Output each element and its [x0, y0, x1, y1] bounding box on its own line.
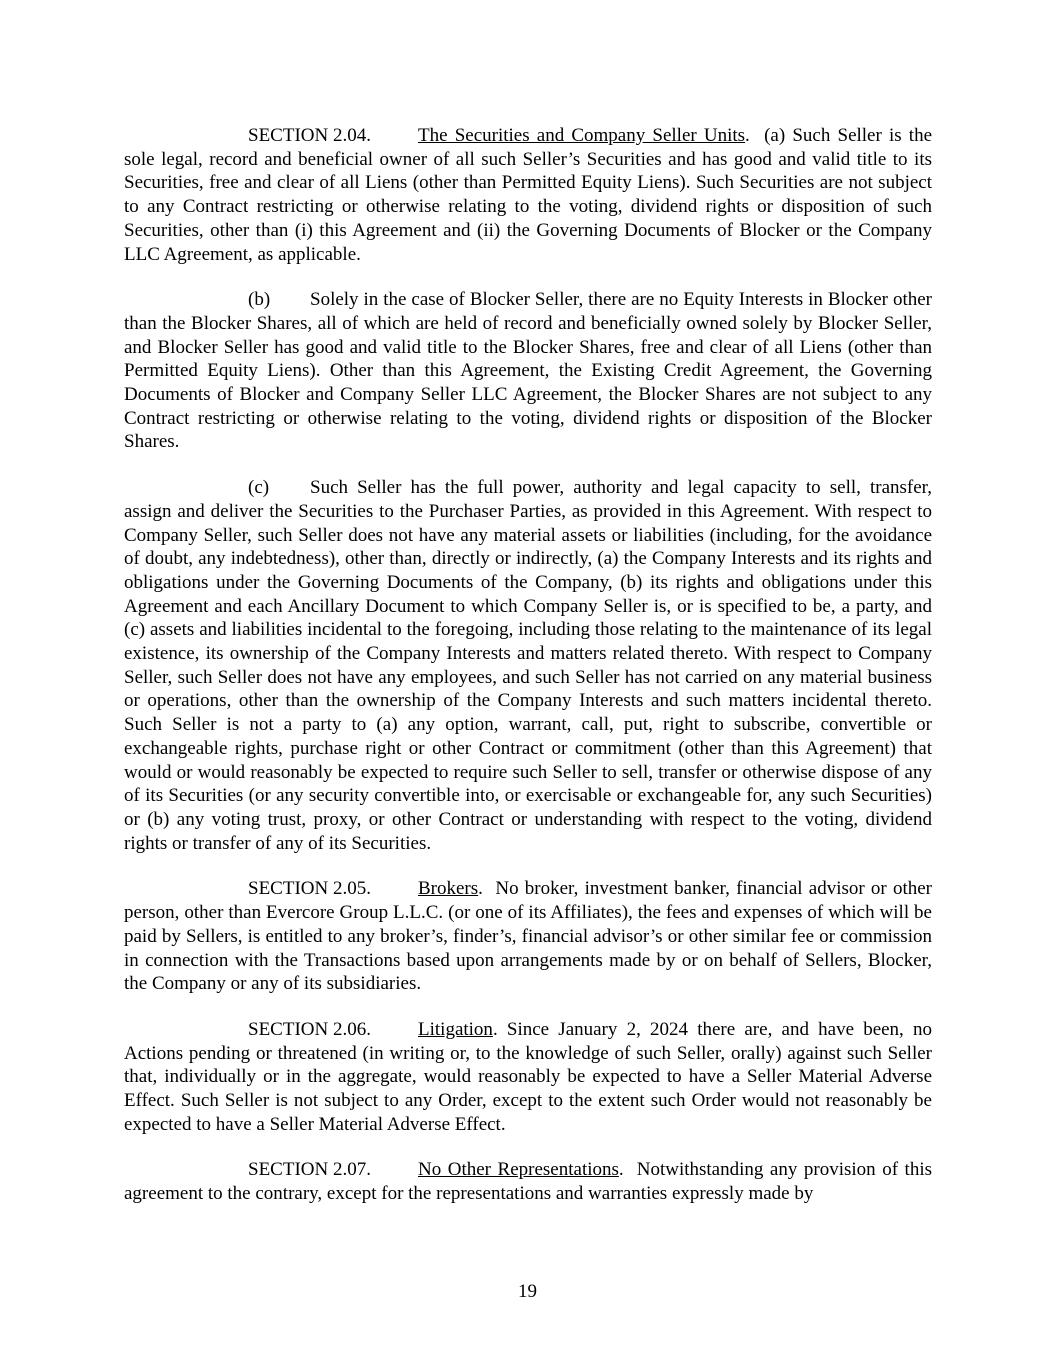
section-2-04-title: The Securities and Company Seller Units	[418, 125, 746, 146]
section-2-06-title: Litigation	[418, 1018, 493, 1040]
section-2-04-c-paragraph	[124, 476, 932, 855]
section-2-07-number: SECTION 2.07.	[248, 1159, 371, 1181]
section-2-04-c-text: Such Seller has the full power, authority and legal capacity to sell, transfer, assign and deliver the Securities to the Purchaser Parties, as provided in this Agreement. With respect to Company Seller, such Seller does not have any material assets or liabilities (including, for the avoidance of doubt, any indebtedness), other than, directly or indirectly, (a) the Company Interests and its rights and obligations under the Governing Documents of the Company, (b) its rights and obligations under this Agreement and each Ancillary Document to which Company Seller is, or is specified to be, a party, and (c) assets and liabilities incidental to the foregoing, including those relating to the maintenance of its legal existence, its ownership of the Company Interests and matters related thereto. With respect to Company Seller, such Seller does not have any employees, and such Seller has not carried on any material business or operations, other than the ownership of the Company Interests and such matters incidental thereto. Such Seller is not a party to (a) any option, warrant, call, put, right to subscribe, convertible or exchangeable rights, purchase right or other Contract or commitment (other than this Agreement) that would or would reasonably be expected to require such Seller to sell, transfer or otherwise dispose of any of its Securities (or any security convertible into, or exercisable or exchangeable for, any such Securities) or (b) any voting trust, proxy, or other Contract or understanding with respect to the voting, dividend rights or transfer of any of its Securities.	[124, 477, 932, 854]
section-2-06-paragraph	[124, 1018, 932, 1137]
section-2-04-b-text: Solely in the case of Blocker Seller, there are no Equity Interests in Blocker other than the Blocker Shares, all of which are held of record and beneficially owned solely by Blocker Seller, and Blocker Seller has good and valid title to the Blocker Shares, free and clear of all Liens (other than Permitted Equity Liens). Other than this Agreement, the Existing Credit Agreement, the Governing Documents of Blocker and Company Seller LLC Agreement, the Blocker Shares are not subject to any Contract restricting or otherwise relating to the voting, dividend rights or disposition of the Blocker Shares.	[124, 289, 932, 453]
section-2-04-b-paragraph	[124, 288, 932, 454]
section-2-05-title: Brokers	[418, 878, 479, 900]
document-page	[124, 124, 932, 1228]
section-2-05-title-period: .	[478, 878, 483, 900]
section-2-07-title-period: .	[618, 1159, 624, 1181]
section-2-06-title-period: .	[492, 1018, 498, 1040]
section-2-07-paragraph	[124, 1158, 932, 1205]
page-number: 19	[518, 1281, 537, 1302]
section-2-04-number: SECTION 2.04.	[248, 125, 371, 146]
section-2-04-c-label: (c)	[248, 477, 270, 499]
section-2-06-text: Since January 2, 2024 there are, and have been, no Actions pending or threatened (in writing or, to the knowledge of such Seller, orally) against such Seller that, individually or in the aggregate, would reasonably be expected to have a Seller Material Adverse Effect. Such Seller is not subject to any Order, except to the extent such Order would not reasonably be expected to have a Seller Material Adverse Effect.	[124, 1018, 933, 1135]
section-2-04-b-label: (b)	[248, 289, 271, 311]
section-2-05-paragraph	[124, 877, 932, 996]
section-2-04-title-period: .	[745, 125, 750, 146]
section-2-05-number: SECTION 2.05.	[248, 878, 371, 900]
section-2-04-text: (a) Such Seller is the sole legal, record and beneficial owner of all such Seller’s Securities and has good and valid title to its Securities, free and clear of all Liens (other than Permitted Equity Liens). Such Securities are not subject to any Contract restricting or otherwise relating to the voting, dividend rights or disposition of such Securities, other than (i) this Agreement and (ii) the Governing Documents of Blocker or the Company LLC Agreement, as applicable.	[124, 125, 933, 265]
section-2-07-text: Notwithstanding any provision of this agreement to the contrary, except for the representations and warranties expressly made by	[124, 1159, 932, 1205]
section-2-05-text: No broker, investment banker, financial advisor or other person, other than Evercore Group L.L.C. (or one of its Affiliates), the fees and expenses of which will be paid by Sellers, is entitled to any broker’s, finder’s, financial advisor’s or other similar fee or commission in connection with the Transactions based upon arrangements made by or on behalf of Sellers, Blocker, the Company or any of its subsidiaries.	[124, 878, 932, 995]
section-2-06-number: SECTION 2.06.	[248, 1018, 371, 1040]
section-2-07-title: No Other Representations	[418, 1159, 619, 1181]
section-2-04-paragraph	[124, 124, 932, 266]
